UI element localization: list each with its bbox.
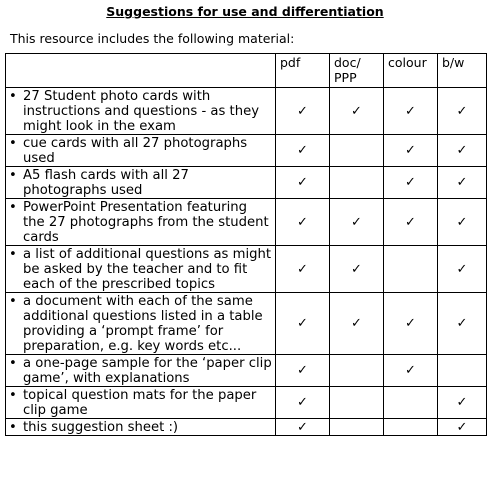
bullet-icon: • xyxy=(9,247,17,262)
check-cell-doc xyxy=(330,246,384,293)
table-row xyxy=(6,355,487,387)
check-cell-doc xyxy=(330,293,384,355)
table-row xyxy=(6,199,487,246)
material-text: A5 flash cards with all 27 photographs used xyxy=(23,168,189,198)
check-cell-pdf xyxy=(276,167,330,199)
check-icon: ✓ xyxy=(297,316,308,331)
check-icon: ✓ xyxy=(351,214,362,230)
check-cell-bw xyxy=(438,88,487,135)
check-cell-bw xyxy=(438,246,487,293)
check-icon: ✓ xyxy=(456,143,468,158)
check-cell-bw xyxy=(438,199,487,246)
bullet-icon: • xyxy=(9,136,17,151)
check-cell-pdf xyxy=(276,293,330,355)
material-cell xyxy=(6,355,276,387)
bullet-icon: • xyxy=(9,168,17,183)
check-icon: ✓ xyxy=(297,143,308,158)
table-row xyxy=(6,135,487,167)
material-cell xyxy=(6,419,276,436)
check-cell-pdf xyxy=(276,419,330,436)
check-icon: ✓ xyxy=(351,103,362,119)
bullet-icon: • xyxy=(9,356,17,371)
check-cell-bw xyxy=(438,135,487,167)
check-icon: ✓ xyxy=(297,214,308,230)
table-row xyxy=(6,246,487,293)
check-icon: ✓ xyxy=(297,363,308,378)
check-icon: ✓ xyxy=(351,316,362,331)
check-cell-doc xyxy=(330,387,384,419)
bullet-icon: • xyxy=(9,420,17,435)
materials-table xyxy=(5,53,487,436)
check-icon: ✓ xyxy=(456,261,468,277)
check-icon: ✓ xyxy=(405,175,416,190)
check-icon: ✓ xyxy=(405,363,416,378)
check-cell-colour xyxy=(384,167,438,199)
material-cell xyxy=(6,246,276,293)
material-cell xyxy=(6,387,276,419)
check-cell-bw xyxy=(438,167,487,199)
material-text: topical question mats for the paper clip game xyxy=(23,388,257,418)
check-icon: ✓ xyxy=(456,316,468,331)
check-cell-bw xyxy=(438,387,487,419)
material-text: PowerPoint Presentation featuring the 27 photographs from the student cards xyxy=(23,200,269,245)
check-cell-colour xyxy=(384,199,438,246)
check-cell-bw xyxy=(438,419,487,436)
check-icon: ✓ xyxy=(351,261,362,277)
check-icon: ✓ xyxy=(405,316,416,331)
check-icon: ✓ xyxy=(456,395,468,410)
bullet-icon: • xyxy=(9,200,17,215)
check-icon: ✓ xyxy=(297,419,308,435)
check-cell-pdf xyxy=(276,88,330,135)
bullet-icon: • xyxy=(9,89,17,104)
check-cell-pdf xyxy=(276,387,330,419)
table-row xyxy=(6,167,487,199)
check-cell-colour xyxy=(384,419,438,436)
material-text: a one-page sample for the ‘paper clip game’, with explanations xyxy=(23,356,272,386)
check-cell-colour xyxy=(384,355,438,387)
check-cell-colour xyxy=(384,387,438,419)
check-cell-doc xyxy=(330,88,384,135)
check-cell-colour xyxy=(384,135,438,167)
intro-text: This resource includes the following material: xyxy=(10,31,295,46)
table-row xyxy=(6,88,487,135)
check-cell-bw xyxy=(438,293,487,355)
material-text: a list of additional questions as might be asked by the teacher and to fit each of the prescribed topics xyxy=(23,247,272,292)
check-icon: ✓ xyxy=(297,175,308,190)
check-cell-pdf xyxy=(276,246,330,293)
check-icon: ✓ xyxy=(456,103,468,119)
material-text: this suggestion sheet :) xyxy=(23,420,179,435)
header-colour: colour xyxy=(384,54,438,88)
check-cell-pdf xyxy=(276,135,330,167)
material-text: a document with each of the same additional questions listed in a table providing a ‘prompt frame’ for preparation, e.g. key words etc... xyxy=(23,294,263,354)
check-icon: ✓ xyxy=(405,214,416,230)
material-text: 27 Student photo cards with instructions and questions - as they might look in the exam xyxy=(23,89,259,134)
material-cell xyxy=(6,135,276,167)
material-cell xyxy=(6,88,276,135)
check-icon: ✓ xyxy=(297,103,308,119)
check-cell-doc xyxy=(330,135,384,167)
table-row xyxy=(6,387,487,419)
bullet-icon: • xyxy=(9,388,17,403)
header-bw: b/w xyxy=(438,54,487,88)
check-cell-colour xyxy=(384,88,438,135)
check-icon: ✓ xyxy=(456,419,468,435)
check-cell-colour xyxy=(384,293,438,355)
check-icon: ✓ xyxy=(297,261,308,277)
check-cell-doc xyxy=(330,419,384,436)
check-icon: ✓ xyxy=(405,143,416,158)
header-doc-ppp: doc/ PPP xyxy=(330,54,384,88)
material-text: cue cards with all 27 photographs used xyxy=(23,136,248,166)
check-cell-doc xyxy=(330,199,384,246)
check-icon: ✓ xyxy=(297,395,308,410)
material-cell xyxy=(6,199,276,246)
header-material xyxy=(6,54,276,88)
material-cell xyxy=(6,167,276,199)
table-row xyxy=(6,419,487,436)
material-cell xyxy=(6,293,276,355)
check-cell-pdf xyxy=(276,355,330,387)
check-cell-doc xyxy=(330,355,384,387)
check-icon: ✓ xyxy=(456,214,468,230)
header-row xyxy=(6,54,487,88)
check-cell-colour xyxy=(384,246,438,293)
check-cell-doc xyxy=(330,167,384,199)
page-title: Suggestions for use and differentiation xyxy=(106,4,384,19)
check-icon: ✓ xyxy=(405,103,416,119)
check-icon: ✓ xyxy=(456,175,468,190)
table-row xyxy=(6,293,487,355)
check-cell-pdf xyxy=(276,199,330,246)
bullet-icon: • xyxy=(9,294,17,309)
check-cell-bw xyxy=(438,355,487,387)
header-pdf: pdf xyxy=(276,54,330,88)
